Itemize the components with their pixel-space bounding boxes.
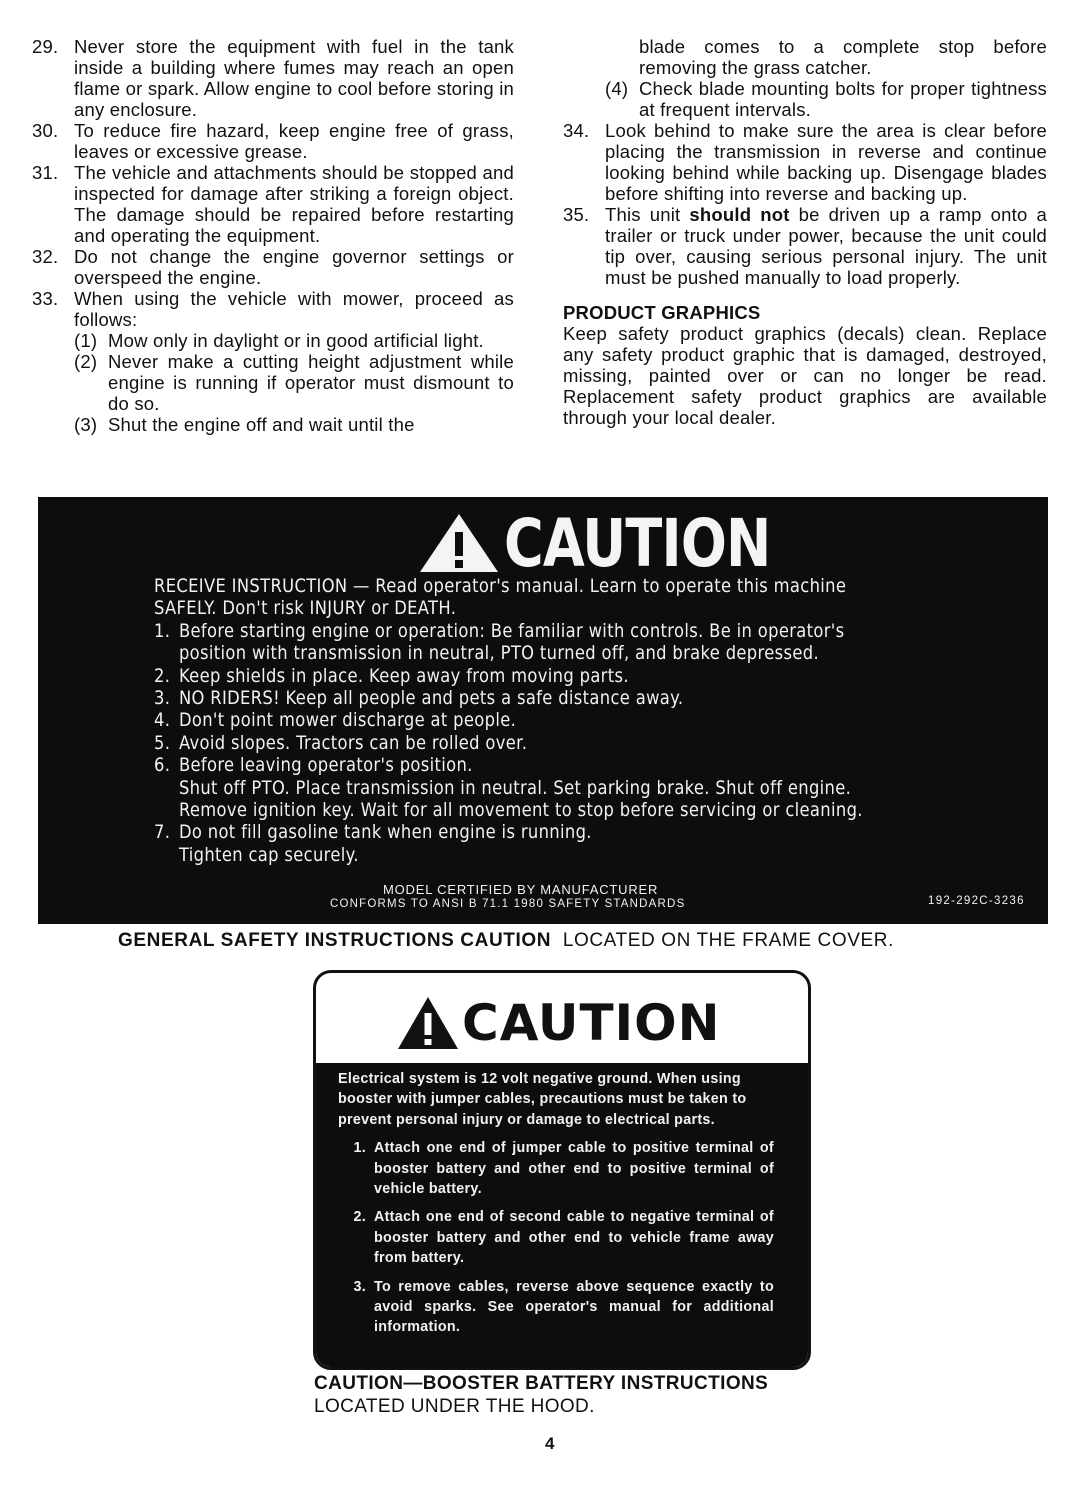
- decal-title: [418, 504, 829, 582]
- list-item: [563, 204, 1047, 288]
- item-text-part: This unit: [605, 204, 690, 225]
- caption-location: LOCATED ON THE FRAME COVER.: [562, 930, 894, 951]
- list-item: [154, 821, 894, 843]
- sublist: [32, 330, 514, 435]
- item-text: Never store the equipment with fuel in the tank inside a building where fumes may reach an open flame or spark. Allow engine to cool before storing in any enclosure.: [74, 36, 514, 120]
- list-item: [32, 288, 514, 330]
- item-text-part: be driven up a ramp onto a trailer or truck under power, because the unit could tip over, causing serious personal injury. The unit must be pushed manually to load properly.: [605, 204, 1047, 288]
- list-item: [154, 709, 894, 731]
- decal-title: [396, 991, 721, 1055]
- subitem-text: Never make a cutting height adjustment while engine is running if operator must dismount to do so.: [108, 351, 514, 414]
- list-item: [32, 36, 514, 120]
- sublist-item: [74, 414, 514, 435]
- list-item: [154, 687, 894, 709]
- item-text: Attach one end of jumper cable to positive terminal of booster battery and other end to positive terminal of vehicle battery.: [374, 1140, 774, 1198]
- left-column: [32, 36, 514, 435]
- item-number: 32.: [32, 246, 59, 267]
- caution-title: CAUTION: [504, 504, 771, 582]
- item-text: Avoid slopes. Tractors can be rolled over.: [178, 731, 528, 754]
- item-text-continued: Tighten cap securely.: [178, 843, 359, 866]
- item-number: 1.: [353, 1140, 366, 1157]
- item-number: 1.: [154, 619, 171, 642]
- right-column: [563, 36, 1047, 428]
- standards-line: CONFORMS TO ANSI B 71.1 1980 SAFETY STANDARDS: [330, 898, 686, 910]
- subitem-number: (3): [74, 414, 98, 435]
- booster-battery-caution-decal: [313, 970, 811, 1370]
- intro-text: Electrical system is 12 volt negative ground. When using booster with jumper cables, precautions must be taken to prevent personal injury or damage to electrical parts.: [338, 1071, 747, 1128]
- item-text: To remove cables, reverse above sequence exactly to avoid sparks. See operator's manual for additional information.: [374, 1278, 774, 1336]
- item-number: 7.: [154, 821, 171, 844]
- list-item: [32, 246, 514, 288]
- item-text: Look behind to make sure the area is clear before placing the transmission in reverse and continue looking behind while backing up. Disengage blades before shifting into reverse and backing up.: [605, 120, 1047, 204]
- item-number: 6.: [154, 754, 171, 777]
- decal-caption: [118, 930, 894, 952]
- item-text: Don't point mower discharge at people.: [178, 709, 517, 732]
- list-item: [154, 754, 894, 776]
- caption-bold: GENERAL SAFETY INSTRUCTIONS CAUTION: [118, 930, 552, 951]
- item-number: 3.: [154, 687, 171, 710]
- section-heading: PRODUCT GRAPHICS: [563, 302, 761, 323]
- list-item: [32, 120, 514, 162]
- warning-triangle-icon: [418, 512, 500, 574]
- caution-title: CAUTION: [462, 994, 721, 1052]
- item-text: [605, 204, 1047, 288]
- decal-caption: [314, 1372, 768, 1418]
- certification-line: MODEL CERTIFIED BY MANUFACTURER: [383, 882, 659, 897]
- list-item: [154, 620, 894, 642]
- sublist-item: [74, 351, 514, 414]
- item-text: Before leaving operator's position.: [178, 754, 473, 777]
- subitem-text: Check blade mounting bolts for proper tightness at frequent intervals.: [639, 78, 1047, 120]
- item-text-continued: Shut off PTO. Place transmission in neutral. Set parking brake. Shut off engine.: [178, 776, 852, 799]
- item-text: Before starting engine or operation: Be familiar with controls. Be in operator's: [178, 619, 845, 642]
- list-item: [338, 1138, 774, 1199]
- item-text-continued: position with transmission in neutral, PTO turned off, and brake depressed.: [178, 642, 819, 665]
- decal-body: [154, 575, 894, 866]
- general-safety-caution-decal: [38, 497, 1048, 924]
- item-text: Attach one end of second cable to negative terminal of booster battery and other end to vehicle frame away from battery.: [374, 1209, 774, 1267]
- list-item: [154, 665, 894, 687]
- item-text-continued: Remove ignition key. Wait for all movement to stop before servicing or cleaning.: [178, 799, 863, 822]
- caption-bold: CAUTION—BOOSTER BATTERY INSTRUCTIONS: [314, 1373, 769, 1394]
- continued-text: blade comes to a complete stop before removing the grass catcher.: [639, 36, 1047, 78]
- subitem-text: Shut the engine off and wait until the: [108, 414, 415, 435]
- item-number: 35.: [563, 204, 590, 225]
- sublist-item: [74, 330, 514, 351]
- intro-line: SAFELY. Don't risk INJURY or DEATH.: [154, 597, 457, 620]
- item-number: 33.: [32, 288, 59, 309]
- subitem-text: Mow only in daylight or in good artificial light.: [108, 330, 484, 351]
- section-paragraph: Keep safety product graphics (decals) clean. Replace any safety product graphic that is damaged, destroyed, missing, painted over or can no longer be read. Replacement safety product graphics are available through your local dealer.: [563, 323, 1047, 428]
- item-text: Do not fill gasoline tank when engine is running.: [178, 821, 592, 844]
- list-item: [32, 162, 514, 246]
- item-number: 29.: [32, 36, 59, 57]
- item-number: 2.: [353, 1209, 366, 1226]
- decal-panel: [316, 1063, 808, 1367]
- item-number: 5.: [154, 731, 171, 754]
- list-item: [338, 1207, 774, 1268]
- list-item: [563, 120, 1047, 204]
- warning-triangle-icon: [396, 995, 460, 1051]
- item-number: 2.: [154, 664, 171, 687]
- item-text: When using the vehicle with mower, proceed as follows:: [74, 288, 514, 330]
- item-number: 34.: [563, 120, 590, 141]
- item-number: 31.: [32, 162, 59, 183]
- emphasis-text: should not: [689, 204, 790, 225]
- decal-part-number: 192-292C-3236: [928, 895, 1025, 907]
- item-text: The vehicle and attachments should be stopped and inspected for damage after striking a foreign object. The damage should be repaired before restarting and operating the equipment.: [74, 162, 514, 246]
- item-number: 4.: [154, 709, 171, 732]
- list-item: [338, 1277, 774, 1338]
- intro-line: RECEIVE INSTRUCTION — Read operator's manual. Learn to operate this machine: [154, 575, 847, 597]
- caption-location: LOCATED UNDER THE HOOD.: [314, 1396, 595, 1417]
- item-text: Keep shields in place. Keep away from moving parts.: [178, 664, 629, 687]
- item-number: 30.: [32, 120, 59, 141]
- subitem-number: (4): [605, 78, 629, 99]
- decal-body: [338, 1069, 774, 1338]
- subitem-number: (1): [74, 330, 98, 351]
- item-text: Do not change the engine governor settings or overspeed the engine.: [74, 246, 514, 288]
- list-item: [154, 732, 894, 754]
- subitem-number: (2): [74, 351, 98, 372]
- item-number: 3.: [353, 1278, 366, 1295]
- page-number: 4: [545, 1434, 555, 1453]
- item-text: To reduce fire hazard, keep engine free of grass, leaves or excessive grease.: [74, 120, 514, 162]
- item-text: NO RIDERS! Keep all people and pets a safe distance away.: [178, 687, 684, 710]
- sublist-item: [563, 78, 1047, 120]
